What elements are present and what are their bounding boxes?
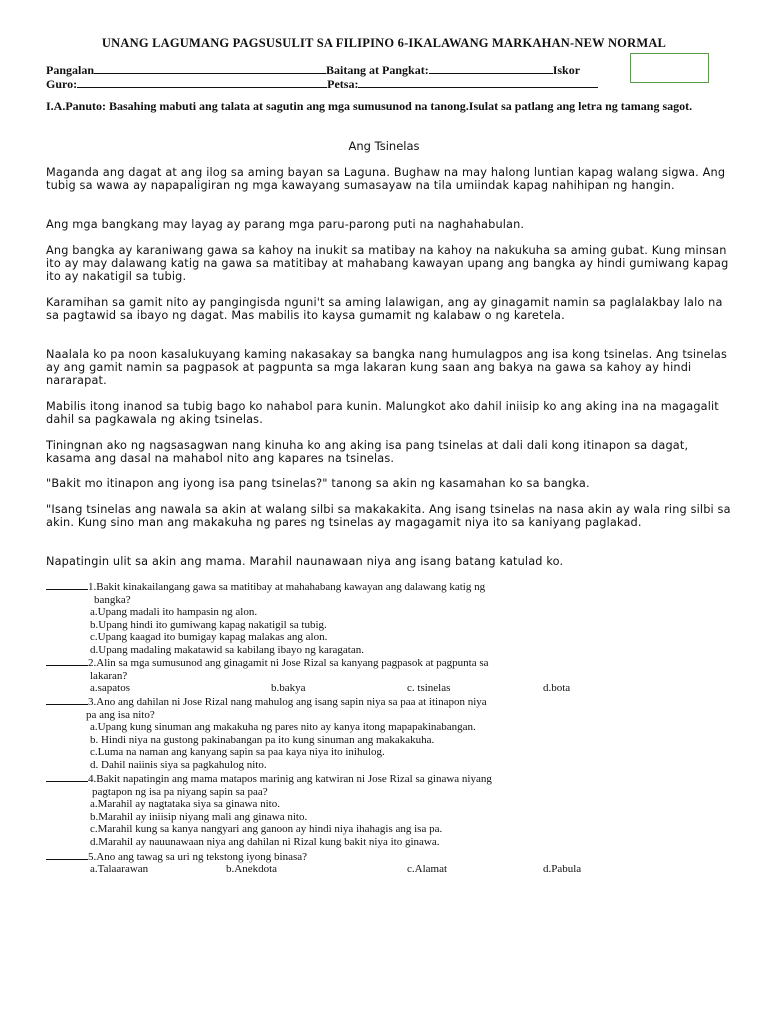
answer-blank-4[interactable] — [46, 772, 88, 782]
story-paragraph: "Isang tsinelas ang nawala sa akin at walang silbi sa makakakita. Ang isang tsinelas na nasa akin ay wala ring silbi sa akin. Kung sino man ang makakuha ng pares ng tsinelas ay magagamit niya ito sa kaniyang paglakad. — [46, 503, 731, 529]
story-paragraph: Naalala ko pa noon kasalukuyang kaming nakasakay sa bangka nang humulagpos ang isa kong tsinelas. Ang tsinelas ay ang gamit namin sa pagpasok at pagpunta sa mga lakaran kung saan ang bakya na gawa sa kahoy ay hindi nararapat. — [46, 348, 728, 387]
question-3-text-cont: pa ang isa nito? — [86, 708, 155, 721]
guro-field[interactable] — [77, 76, 327, 88]
question-3-text: 3.Ano ang dahilan ni Jose Rizal nang mahulog ang isang sapin niya sa paa at itinapon niya — [88, 696, 487, 708]
choice-4b: b.Marahil ay iniisip niyang mali ang ginawa nito. — [90, 810, 308, 823]
story-paragraph: Napatingin ulit sa akin ang mama. Marahil naunawaan niya ang isang batang katulad ko. — [46, 555, 564, 568]
story-paragraph: "Bakit mo itinapon ang iyong isa pang tsinelas?" tanong sa akin ng kasamahan ko sa bangka. — [46, 477, 590, 490]
pangalan-label: Pangalan — [46, 63, 95, 77]
question-5-text: 5.Ano ang tawag sa uri ng tekstong iyong binasa? — [88, 851, 308, 863]
question-1-text-cont: bangka? — [94, 593, 131, 606]
iskor-label: Iskor — [552, 63, 581, 77]
story-paragraph: Mabilis itong inanod sa tubig bago ko nahabol para kunin. Malungkot ako dahil iniisip ko ang aking ina na magagalit dahil sa pagkawala ng aking tsinelas. — [46, 400, 719, 426]
story-paragraph: Karamihan sa gamit nito ay pangingisda nguni't sa aming lalawigan, ang ay ginagamit namin sa paglalakbay lalo na sa pagtawid sa ibayo ng dagat. Mas mabilis ito kaysa gumamit ng kalabaw o ng karetela. — [46, 296, 723, 322]
choice-3d: d. Dahil naiinis siya sa pagkahulog nito. — [90, 758, 267, 771]
guro-row — [46, 76, 598, 92]
choice-1c: c.Upang kaagad ito bumigay kapag malakas ang alon. — [90, 631, 328, 643]
answer-blank-3[interactable] — [46, 695, 88, 705]
choice-2a: a.sapatos — [90, 682, 131, 694]
choice-4a: a.Marahil ay nagtataka siya sa ginawa nito. — [90, 798, 280, 810]
choice-4d: d.Marahil ay nauunawaan niya ang dahilan ni Rizal kung bakit niya ito ginawa. — [90, 835, 440, 848]
score-box[interactable] — [630, 53, 709, 83]
choice-4c: c.Marahil kung sa kanya nangyari ang ganoon ay hindi niya ihahagis ang isa pa. — [90, 823, 443, 835]
choice-2d: d.bota — [543, 682, 571, 694]
question-2-text-cont: lakaran? — [90, 669, 128, 682]
question-4-text: 4.Bakit napatingin ang mama matapos marinig ang katwiran ni Jose Rizal sa ginawa niyang — [88, 773, 492, 785]
question-5 — [46, 850, 307, 864]
baitang-label: Baitang at Pangkat: — [326, 63, 429, 77]
petsa-field[interactable] — [358, 76, 598, 88]
choice-2c: c. tsinelas — [407, 682, 451, 694]
story-title: Ang Tsinelas — [348, 139, 420, 153]
document-title: UNANG LAGUMANG PAGSUSULIT SA FILIPINO 6-IKALAWANG MARKAHAN-NEW NORMAL — [101, 36, 667, 50]
baitang-field[interactable] — [429, 62, 553, 74]
answer-blank-1[interactable] — [46, 580, 88, 590]
instruction-text: I.A.Panuto: Basahing mabuti ang talata at sagutin ang mga sumusunod na tanong.Isulat sa patlang ang letra ng tamang sagot. — [46, 99, 693, 113]
choice-1a: a.Upang madali ito hampasin ng alon. — [90, 606, 258, 618]
story-paragraph: Tiningnan ako ng nagsasagwan nang kinuha ko ang aking isa pang tsinelas at dali dali kong itinapon sa dagat, kasama ang dasal na mahabol nito ang kapares na tsinelas. — [46, 439, 689, 465]
answer-blank-2[interactable] — [46, 656, 88, 666]
question-4 — [46, 772, 492, 848]
choice-1d: d.Upang madaling makatawid sa kabilang ibayo ng karagatan. — [90, 643, 364, 656]
story-paragraph: Ang bangka ay karaniwang gawa sa kahoy na inukit sa matibay na kahoy na nakukuha sa aming gubat. Kung minsan ito ay may dalawang katig na gawa sa matitibay at mahabang kawayan upang ang bangka ay hindi gumiwang kapag ito ay nakatigil sa tubig. — [46, 244, 729, 283]
petsa-label: Petsa: — [327, 77, 359, 91]
choice-5d: d.Pabula — [543, 863, 582, 875]
question-1-text: 1.Bakit kinakailangang gawa sa matitibay at mahahabang kawayan ang dalawang katig ng — [88, 581, 486, 593]
question-1 — [46, 580, 485, 656]
question-2-text: 2.Alin sa mga sumusunod ang ginagamit ni Jose Rizal sa kanyang pagpasok at pagpunta sa — [88, 657, 489, 669]
question-3 — [46, 695, 487, 771]
answer-blank-5[interactable] — [46, 850, 88, 860]
choice-5c: c.Alamat — [407, 863, 448, 875]
guro-label: Guro: — [46, 77, 78, 91]
pangalan-field[interactable] — [94, 62, 326, 74]
choice-5b: b.Anekdota — [226, 863, 278, 875]
choice-3b: b. Hindi niya na gustong pakinabangan pa ito kung sinuman ang makakakuha. — [90, 733, 435, 746]
question-2 — [46, 656, 489, 682]
question-4-text-cont: pagtapon ng isa pa niyang sapin sa paa? — [92, 785, 268, 798]
story-paragraph: Maganda ang dagat at ang ilog sa aming bayan sa Laguna. Bughaw na may halong luntian kapag walang sigwa. Ang tubig sa wawa ay napapaligiran ng mga kawayang sumasayaw na tila umiindak kapag nahihipan ng hangin. — [46, 166, 726, 192]
choice-1b: b.Upang hindi ito gumiwang kapag nakatigil sa tubig. — [90, 618, 327, 631]
story-paragraph: Ang mga bangkang may layag ay parang mga paru-parong puti na naghahabulan. — [46, 218, 525, 231]
choice-3a: a.Upang kung sinuman ang makakuha ng pares nito ay kanya itong mapapakinabangan. — [90, 721, 476, 733]
choice-3c: c.Luma na naman ang kanyang sapin sa paa kaya niya ito inihulog. — [90, 746, 385, 758]
choice-5a: a.Talaarawan — [90, 863, 149, 875]
choice-2b: b.bakya — [271, 682, 306, 694]
